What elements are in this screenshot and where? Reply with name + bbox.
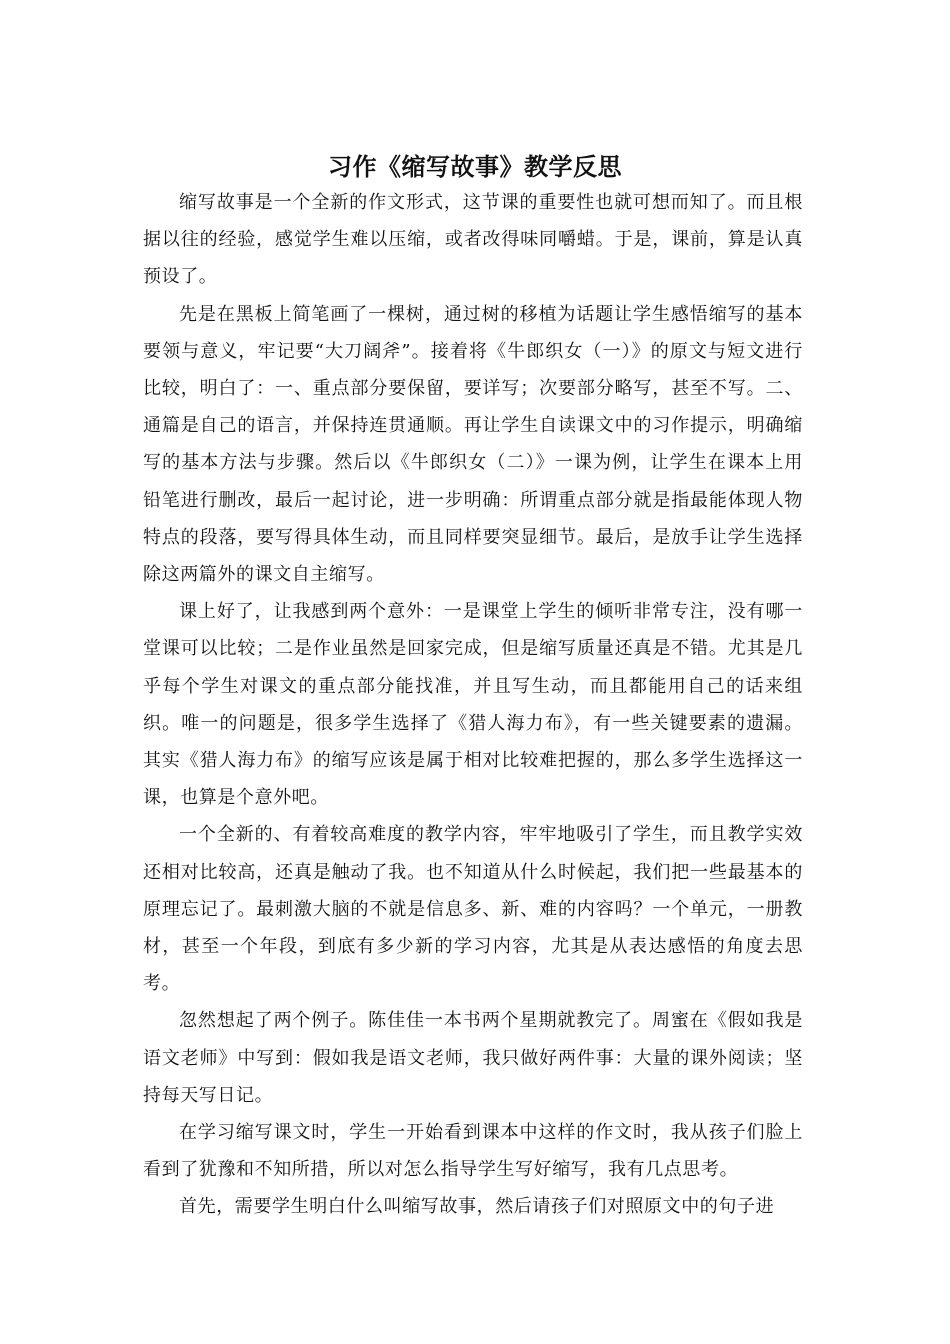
document-title: 习作《缩写故事》教学反思 bbox=[328, 152, 622, 182]
paragraph: 一个全新的、有着较高难度的教学内容，牢牢地吸引了学生，而且教学实效还相对比较高，还真是触动了我。也不知道从什么时候起，我们把一些最基本的原理忘记了。最刺激大脑的不就是信息多、新、难的内容吗？一个单元，一册教材，甚至一个年段，到底有多少新的学习内容，尤其是从表达感悟的角度去思考。 bbox=[143, 824, 803, 995]
paragraph: 忽然想起了两个例子。陈佳佳一本书两个星期就教完了。周蜜在《假如我是语文老师》中写到：假如我是语文老师，我只做好两件事：大量的课外阅读；坚持每天写日记。 bbox=[143, 1010, 803, 1106]
paragraph: 在学习缩写课文时，学生一开始看到课本中这样的作文时，我从孩子们脸上看到了犹豫和不知所措，所以对怎么指导学生写好缩写，我有几点思考。 bbox=[143, 1122, 803, 1181]
paragraph: 缩写故事是一个全新的作文形式，这节课的重要性也就可想而知了。而且根据以往的经验，感觉学生难以压缩，或者改得味同嚼蜡。于是，课前，算是认真预设了。 bbox=[143, 192, 803, 288]
document-body bbox=[143, 184, 803, 1226]
paragraph: 先是在黑板上简笔画了一棵树，通过树的移植为话题让学生感悟缩写的基本要领与意义，牢记要“大刀阔斧”。接着将《牛郎织女（一）》的原文与短文进行比较，明白了：一、重点部分要保留，要详写；次要部分略写，甚至不写。二、通篇是自己的语言，并保持连贯通顺。再让学生自读课文中的习作提示，明确缩写的基本方法与步骤。然后以《牛郎织女（二）》一课为例，让学生在课本上用铅笔进行删改，最后一起讨论，进一步明确：所谓重点部分就是指最能体现人物特点的段落，要写得具体生动，而且同样要突显细节。最后，是放手让学生选择除这两篇外的课文自主缩写。 bbox=[143, 303, 803, 586]
paragraph: 课上好了，让我感到两个意外：一是课堂上学生的倾听非常专注，没有哪一堂课可以比较；二是作业虽然是回家完成，但是缩写质量还真是不错。尤其是几乎每个学生对课文的重点部分能找准，并且写生动，而且都能用自己的话来组织。唯一的问题是，很多学生选择了《猎人海力布》，有一些关键要素的遗漏。其实《猎人海力布》的缩写应该是属于相对比较难把握的，那么多学生选择这一课，也算是个意外吧。 bbox=[143, 601, 803, 809]
paragraph: 首先，需要学生明白什么叫缩写故事，然后请孩子们对照原文中的句子进 bbox=[179, 1196, 775, 1218]
